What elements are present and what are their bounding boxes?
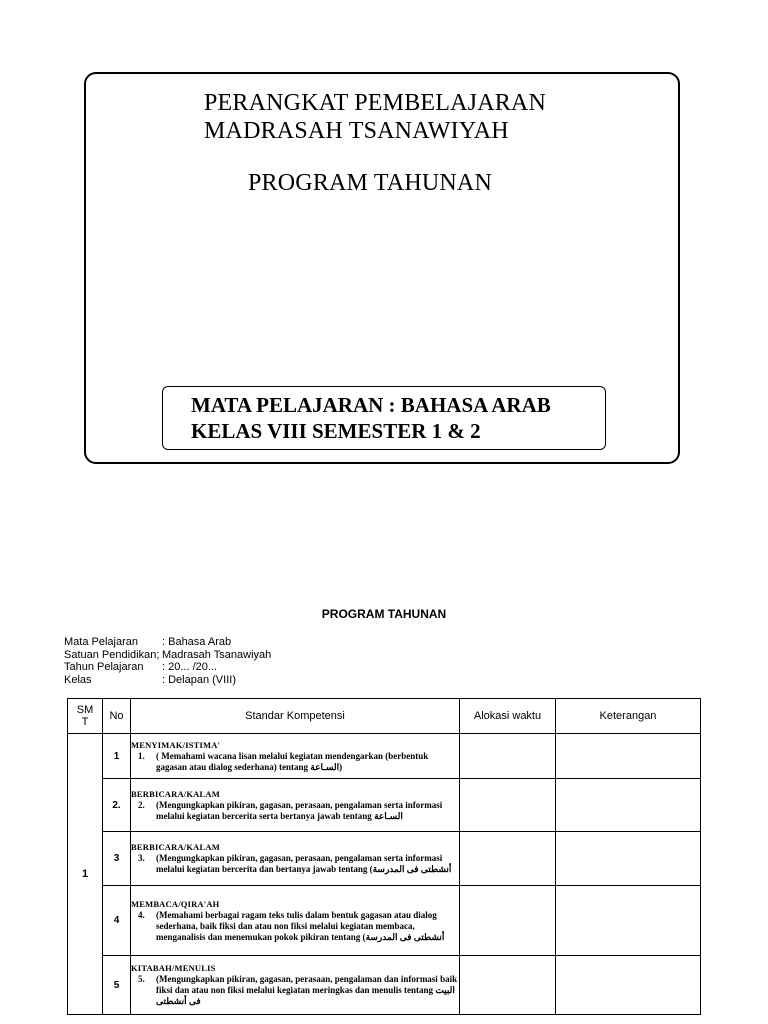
meta-label: Mata Pelajaran [64, 636, 138, 648]
table-row [68, 779, 701, 832]
row-no: 4 [103, 886, 131, 956]
meta-label: Kelas [64, 673, 92, 686]
competency-cell [131, 886, 460, 956]
competency-cell [131, 832, 460, 886]
competency-text: (Memahami berbagai ragam teks tulis dalam bentuk gagasan atau dialog sederhana, baik fiksi dan atau non fiksi melalui kegiatan membaca, menganalisis dan menemukan pokok pikiran tentang (أنشطتى فى المدرسة [156, 909, 445, 942]
meta-label: Tahun Pelajaran [64, 661, 144, 673]
competency-number: 3. [138, 853, 145, 863]
table-header-row [68, 699, 701, 734]
subject-box [162, 386, 606, 450]
meta-value: : Delapan (VIII) [162, 673, 236, 686]
competency-text-block [131, 974, 459, 1007]
table-row [68, 832, 701, 886]
competency-heading: BERBICARA/KALAM [131, 842, 220, 852]
competency-cell [131, 956, 460, 1015]
alokasi-cell[interactable] [460, 779, 556, 832]
alokasi-cell[interactable] [460, 734, 556, 779]
competency-text: (Mengungkapkan pikiran, gagasan, perasaan, pengalaman dan informasi baik fiksi dan atau non fiksi melalui kegiatan meringkas dan menulis tentang البيت فى أنشطتى [156, 974, 458, 1006]
header-keterangan: Keterangan [556, 699, 701, 734]
header-smt [68, 699, 103, 734]
subject-line1: MATA PELAJARAN : BAHASA ARAB [191, 393, 551, 417]
competency-number: 1. [138, 750, 145, 761]
competency-text-block [131, 910, 459, 943]
competency-text: (Mengungkapkan pikiran, gagasan, perasaan, pengalaman serta informasi melalui kegiatan bercerita dan bertanya jawab tentang (أنشطتى فى المدرسة [156, 853, 452, 874]
alokasi-cell[interactable] [460, 956, 556, 1015]
alokasi-cell[interactable] [460, 832, 556, 886]
meta-row [64, 636, 271, 649]
meta-row [64, 649, 271, 662]
semester-cell: 1 [68, 734, 103, 1015]
meta-info [64, 636, 271, 686]
keterangan-cell[interactable] [556, 779, 701, 832]
competency-text: (Mengungkapkan pikiran, gagasan, perasaan, pengalaman serta informasi melalui kegiatan bercerita serta bertanya jawab tentang السـاعة [156, 799, 443, 821]
row-no: 3 [103, 832, 131, 886]
cover-title-line1: PERANGKAT PEMBELAJARAN [204, 90, 546, 116]
program-table [67, 698, 701, 1015]
header-smt-line1: SM [76, 704, 94, 716]
competency-heading: MEMBACA/QIRA'AH [131, 898, 220, 909]
competency-text-block [131, 853, 459, 875]
competency-heading: BERBICARA/KALAM [131, 788, 220, 799]
row-no: 2. [103, 779, 131, 832]
header-smt-line2: T [81, 716, 89, 728]
keterangan-cell[interactable] [556, 886, 701, 956]
header-alokasi: Alokasi waktu [460, 699, 556, 734]
meta-row [64, 674, 271, 687]
table-row [68, 956, 701, 1015]
competency-heading: KITABAH/MENULIS [131, 963, 216, 973]
subject-line2: KELAS VIII SEMESTER 1 & 2 [191, 419, 481, 443]
competency-text-block [131, 800, 459, 822]
cover-box [84, 72, 680, 464]
row-no: 5 [103, 956, 131, 1015]
keterangan-cell[interactable] [556, 956, 701, 1015]
meta-value: Madrasah Tsanawiyah [162, 648, 272, 661]
keterangan-cell[interactable] [556, 832, 701, 886]
competency-number: 2. [138, 799, 145, 810]
alokasi-cell[interactable] [460, 886, 556, 956]
meta-value: : Bahasa Arab [162, 636, 232, 648]
competency-heading: MENYIMAK/ISTIMA' [131, 739, 221, 750]
page-title: PROGRAM TAHUNAN [321, 607, 447, 621]
meta-row [64, 661, 271, 674]
cover-title-line2: MADRASAH TSANAWIYAH [204, 118, 509, 144]
header-no: No [103, 699, 131, 734]
row-no: 1 [103, 734, 131, 779]
meta-value: : 20... /20... [162, 661, 218, 673]
competency-text-block [131, 751, 459, 773]
meta-label: Satuan Pendidikan; [64, 648, 160, 661]
competency-cell [131, 734, 460, 779]
competency-number: 5. [138, 974, 145, 984]
competency-text: ( Memahami wacana lisan melalui kegiatan mendengarkan (berbentuk gagasan atau dialog sederhana) tentang السـاعة) [156, 750, 429, 772]
competency-number: 4. [138, 909, 145, 920]
header-standar: Standar Kompetensi [131, 699, 460, 734]
cover-title-line3: PROGRAM TAHUNAN [248, 170, 492, 196]
competency-cell [131, 779, 460, 832]
table-row [68, 886, 701, 956]
keterangan-cell[interactable] [556, 734, 701, 779]
table-row [68, 734, 701, 779]
